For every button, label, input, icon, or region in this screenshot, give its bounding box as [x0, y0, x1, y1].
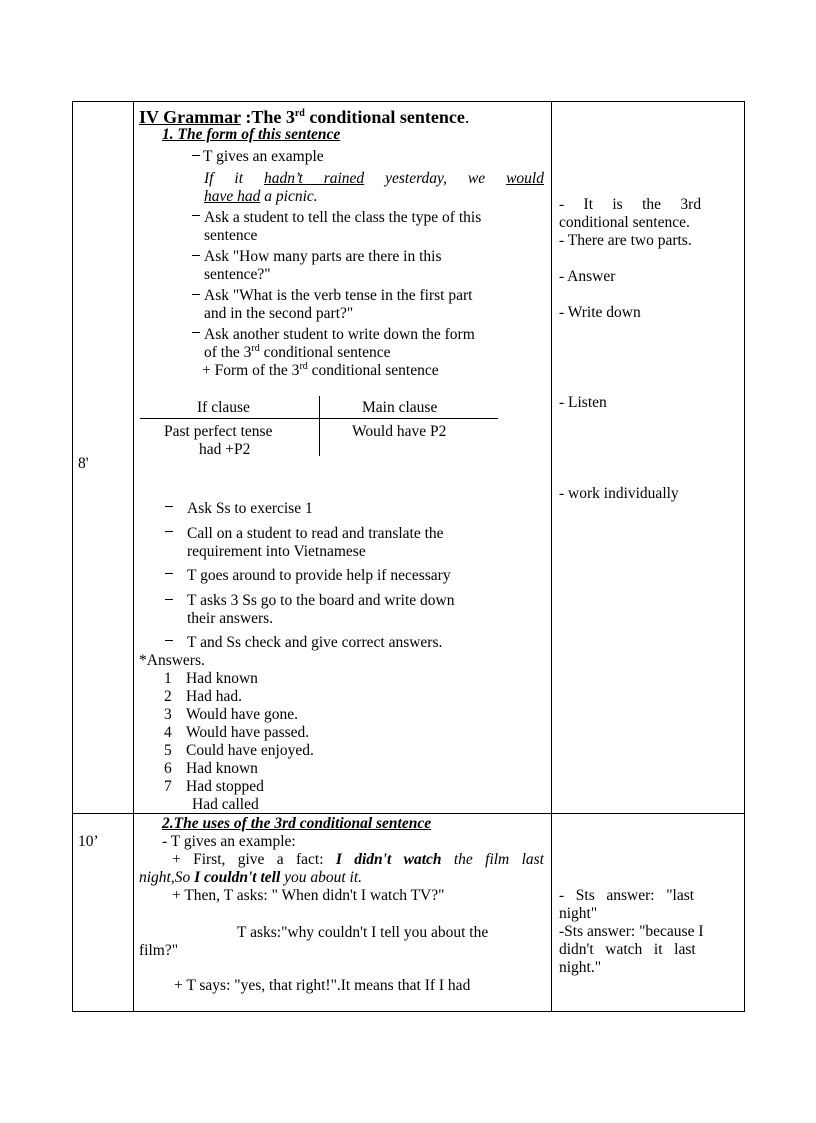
list-item: 1 Had known	[164, 670, 258, 687]
time-row-1: 8'	[78, 455, 89, 472]
example-sentence-line1: If it hadn’t rained yesterday, we would	[204, 170, 544, 187]
dash-bullet	[192, 294, 200, 295]
ask-tense-line1: Ask "What is the verb tense in the first part	[204, 287, 473, 304]
form-table-rule	[140, 418, 498, 419]
table-top-border	[72, 101, 745, 102]
dash-bullet	[165, 573, 173, 574]
student-response-b4: didn't watch it last	[559, 941, 696, 958]
list-item: 7 Had stopped	[164, 778, 264, 795]
student-response-3: - There are two parts.	[559, 232, 692, 249]
table-right-border	[744, 101, 745, 1012]
activity-column-divider	[551, 101, 552, 1012]
row-divider	[72, 813, 745, 814]
exercise-step-4-line1: T asks 3 Ss go to the board and write down	[187, 592, 455, 609]
list-item: 4 Would have passed.	[164, 724, 310, 741]
dash-bullet	[165, 599, 173, 600]
ask-tense-line2: and in the second part?"	[204, 305, 354, 322]
dash-bullet	[192, 255, 200, 256]
student-response-5: - Write down	[559, 304, 641, 321]
list-item: 3 Would have gone.	[164, 706, 298, 723]
dash-bullet	[192, 332, 200, 333]
ask-form-line2: of the 3rd conditional sentence	[204, 342, 391, 361]
part2-first-fact-line2: night,So I couldn't tell you about it.	[139, 869, 363, 886]
part2-heading: 2.The uses of the 3rd conditional sentence	[162, 815, 432, 832]
part2-why-line2: film?"	[139, 942, 179, 959]
time-row-2: 10’	[78, 833, 99, 850]
form-header-if: If clause	[197, 399, 250, 416]
form-header-main: Main clause	[362, 399, 438, 416]
section-title: IV Grammar :The 3rd conditional sentence.	[139, 107, 470, 127]
student-response-6: - Listen	[559, 394, 607, 411]
student-response-b5: night."	[559, 959, 602, 976]
student-response-b1: - Sts answer: "last	[559, 887, 695, 904]
table-left-border	[72, 101, 73, 1012]
form-label: + Form of the 3rd conditional sentence	[202, 360, 439, 379]
exercise-step-2-line2: requirement into Vietnamese	[187, 543, 366, 560]
ask-type-line2: sentence	[204, 227, 258, 244]
exercise-step-2-line1: Call on a student to read and translate the	[187, 525, 444, 542]
dash-bullet	[165, 531, 173, 532]
student-response-1: - It is the 3rd	[559, 196, 702, 213]
answers-label: *Answers.	[139, 652, 205, 669]
part2-why-line1: T asks:"why couldn't I tell you about the	[237, 924, 489, 941]
form-if-row-2: had +P2	[199, 441, 251, 458]
dash-bullet	[192, 215, 200, 216]
student-response-7: - work individually	[559, 485, 679, 502]
example-sentence-line2: have had a picnic.	[204, 188, 318, 205]
time-column-divider	[133, 101, 134, 1012]
form-table-divider	[319, 396, 320, 456]
example-intro: T gives an example	[203, 148, 324, 165]
part2-says-line1: + T says: "yes, that right!".It means that If I had	[174, 977, 471, 994]
list-item: 2 Had had.	[164, 688, 242, 705]
dash-bullet	[165, 640, 173, 641]
student-response-b2: night"	[559, 905, 598, 922]
dash-bullet	[165, 506, 173, 507]
dash-bullet	[192, 155, 200, 156]
form-main-row: Would have P2	[352, 423, 447, 440]
ask-form-line1: Ask another student to write down the form	[204, 326, 475, 343]
list-item: 6 Had known	[164, 760, 258, 777]
ask-parts-line2: sentence?"	[204, 266, 271, 283]
part1-heading: 1. The form of this sentence	[162, 126, 341, 143]
ask-type-line1: Ask a student to tell the class the type of this	[204, 209, 482, 226]
part2-first-fact-line1: + First, give a fact: I didn't watch the film last	[172, 851, 544, 868]
list-item: 5 Could have enjoyed.	[164, 742, 314, 759]
exercise-step-1: Ask Ss to exercise 1	[187, 500, 313, 517]
student-response-b3: -Sts answer: "because I	[559, 923, 704, 940]
table-bottom-border	[72, 1011, 745, 1012]
part2-line1: - T gives an example:	[162, 833, 296, 850]
student-response-2: conditional sentence.	[559, 214, 690, 231]
exercise-step-3: T goes around to provide help if necessary	[187, 567, 451, 584]
section-heading: IV Grammar	[139, 107, 241, 127]
exercise-step-5: T and Ss check and give correct answers.	[187, 634, 443, 651]
student-response-4: - Answer	[559, 268, 616, 285]
part2-then: + Then, T asks: " When didn't I watch TV?"	[172, 887, 445, 904]
ask-parts-line1: Ask "How many parts are there in this	[204, 248, 442, 265]
list-item: Had called	[192, 796, 259, 813]
form-if-row-1: Past perfect tense	[164, 423, 273, 440]
exercise-step-4-line2: their answers.	[187, 610, 274, 627]
